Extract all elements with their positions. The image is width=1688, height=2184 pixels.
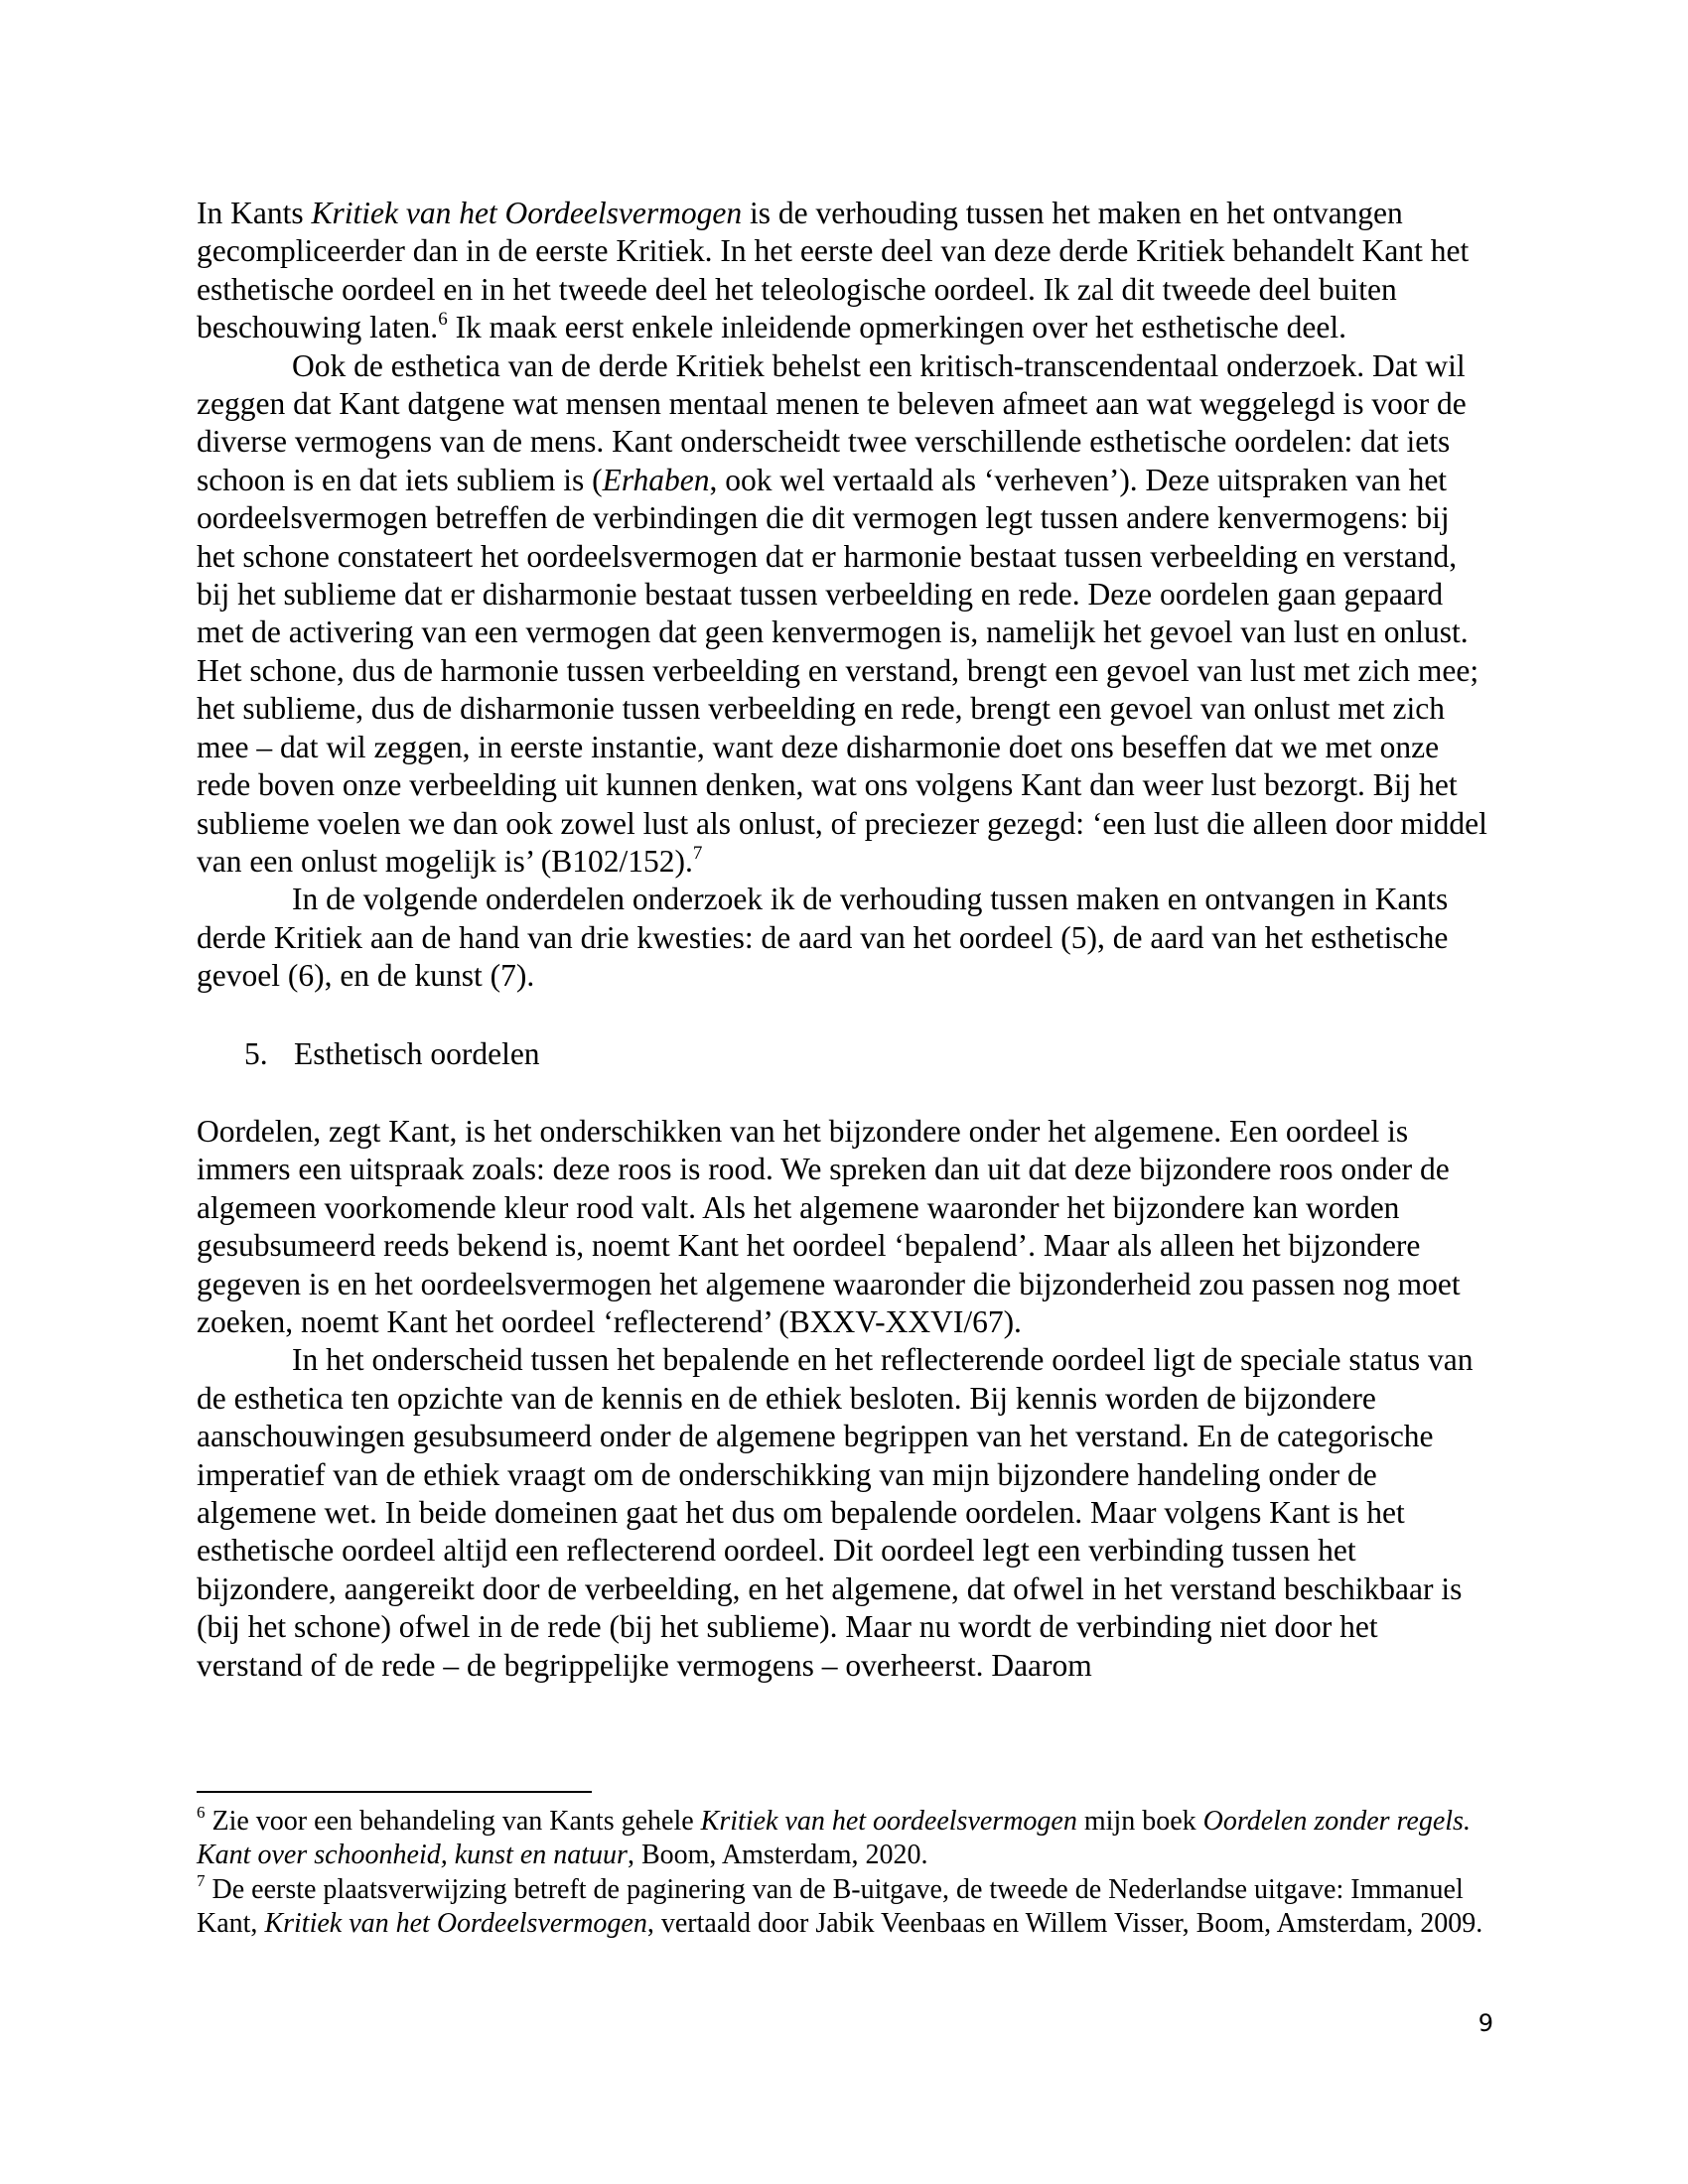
footnote-divider (197, 1791, 592, 1793)
footnote (197, 1805, 1487, 1873)
paragraph-text: Ook de esthetica van de derde Kritiek behelst een kritisch-transcendentaal onderzoek. Dat wil zeggen dat Kant datgene wat mensen mentaal menen te beleven afmeet aan wat weggelegd is voor de diverse vermogens van de mens. Kant onderscheidt twee verschillende esthetische oordelen: dat iets schoon is en dat iets subliem is ( (197, 347, 1467, 497)
section-number: 5. (244, 1035, 268, 1071)
footnote-text: , Boom, Amsterdam, 2020. (627, 1840, 928, 1871)
paragraph: Oordelen, zegt Kant, is het onderschikken van het bijzondere onder het algemene. Een oordeel is immers een uitspraak zoals: deze roos is rood. We spreken dan uit dat deze bijzondere roos onder de algemeen voorkomende kleur rood valt. Als het algemene waaronder het bijzondere kan worden gesubsumeerd reeds bekend is, noemt Kant het oordeel ‘bepalend’. Maar als alleen het bijzondere gegeven is en het oordeelsvermogen het algemene waaronder die bijzonderheid zou passen nog moet zoeken, noemt Kant het oordeel ‘reflecterend’ (BXXV-XXVI/67). (197, 1113, 1461, 1339)
paragraph (197, 195, 1487, 347)
book-title: Kritiek van het oordeelsvermogen (700, 1806, 1077, 1837)
body-text (197, 195, 1487, 1685)
footnote (197, 1870, 1487, 1942)
emphasized-term: Erhaben (602, 462, 710, 497)
paragraph: In de volgende onderdelen onderzoek ik de verhouding tussen maken en ontvangen in Kants derde Kritiek aan de hand van drie kwesties: de aard van het oordeel (5), de aard van het esthetische gevoel (6), en de kunst (7). (197, 882, 1449, 994)
footnote-text: Zie voor een behandeling van Kants gehele (205, 1806, 701, 1837)
footnote-text: , vertaald door Jabik Veenbaas en Willem Visser, Boom, Amsterdam, 2009. (646, 1907, 1483, 1939)
paragraph: In het onderscheid tussen het bepalende en het reflecterende oordeel ligt de speciale status van de esthetica ten opzichte van de kennis en de ethiek besloten. Bij kennis worden de bijzondere aanschouwingen gesubsumeerd onder de algemene begrippen van het verstand. En de categorische imperatief van de ethiek vraagt om de onderschikking van mijn bijzondere handeling onder de algemene wet. In beide domeinen gaat het dus om bepalende oordelen. Maar volgens Kant is het esthetische oordeel altijd een reflecterend oordeel. Dit oordeel legt een verbinding tussen het bijzondere, aangereikt door de verbeelding, en het algemene, dat ofwel in het verstand beschikbaar is (bij het schone) ofwel in de rede (bij het sublieme). Maar nu wordt de verbinding niet door het verstand of de rede – de begrippelijke vermogens – overheerst. Daarom (197, 1342, 1474, 1683)
footnote-reference[interactable]: 6 (438, 309, 448, 331)
footnote-reference[interactable]: 7 (692, 842, 703, 864)
footnotes (197, 1805, 1487, 1941)
paragraph-text: , ook wel vertaald als ‘verheven’). Deze uitspraken van het oordeelsvermogen betreffen de verbindingen die dit vermogen legt tussen andere kenvermogens: bij het schone constateert het oordeelsvermogen dat er harmonie bestaat tussen verbeelding en verstand, bij het sublieme dat er disharmonie bestaat tussen verbeelding en rede. Deze oordelen gaan gepaard met de activering van een vermogen dat geen kenvermogen is, namelijk het gevoel van lust en onlust. Het schone, dus de harmonie tussen verbeelding en verstand, brengt een gevoel van lust met zich mee; het sublieme, dus de disharmonie tussen verbeelding en rede, brengt een gevoel van onlust met zich mee – dat wil zeggen, in eerste instantie, want deze disharmonie doet ons beseffen dat we met onze rede boven onze verbeelding uit kunnen denken, wat ons volgens Kant dan weer lust bezorgt. Bij het sublieme voelen we dan ook zowel lust als onlust, of preciezer gezegd: ‘een lust die alleen door middel van een onlust mogelijk is’ (B102/152). (197, 462, 1487, 879)
paragraph (197, 347, 1487, 882)
page-number: 9 (1477, 2009, 1493, 2037)
paragraph-text: Ik maak eerst enkele inleidende opmerkingen over het esthetische deel. (447, 310, 1346, 345)
book-title: Kritiek van het Oordeelsvermogen (264, 1907, 647, 1939)
section-heading (197, 1035, 1487, 1073)
footnote-number: 6 (197, 1803, 206, 1822)
book-title: Kritiek van het Oordeelsvermogen (311, 196, 743, 230)
footnote-number: 7 (197, 1870, 206, 1890)
footnote-text: De eerste plaatsverwijzing betreft de paginering van de B-uitgave, de tweede de Nederlandse uitgave: Immanuel Kant, (197, 1873, 1464, 1939)
section-title: Esthetisch oordelen (294, 1035, 540, 1071)
paragraph-text: is de verhouding tussen het maken en het ontvangen gecompliceerder dan in de eerste Kritiek. In het eerste deel van deze derde Kritiek behandelt Kant het esthetische oordeel en in het tweede deel het teleologische oordeel. Ik zal dit tweede deel buiten beschouwing laten. (197, 196, 1470, 345)
paragraph-text: In Kants (197, 196, 312, 230)
book-title: Oordelen zonder regels. Kant over schoonheid, kunst en natuur (197, 1806, 1471, 1871)
footnote-text: mijn boek (1076, 1806, 1203, 1837)
